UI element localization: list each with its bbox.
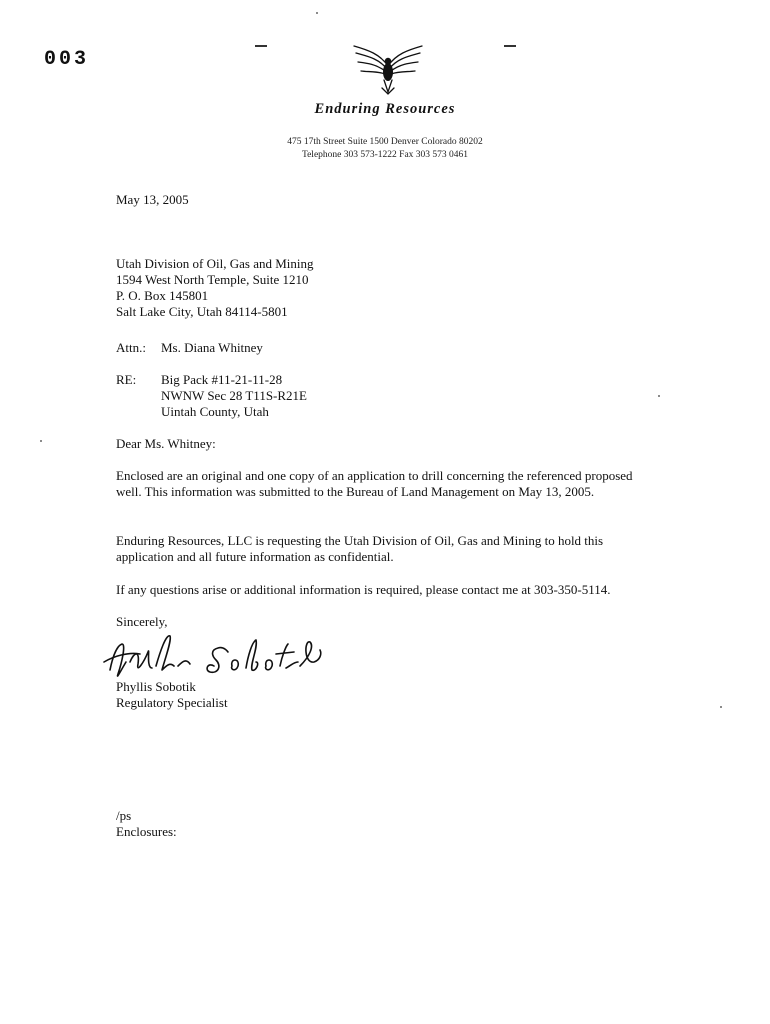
signer-name: Phyllis Sobotik bbox=[116, 679, 196, 694]
salutation: Dear Ms. Whitney: bbox=[116, 436, 216, 451]
attn-label: Attn.: bbox=[116, 340, 146, 355]
re-line: Big Pack #11-21-11-28 bbox=[161, 372, 283, 387]
attn-value: Ms. Diana Whitney bbox=[161, 340, 263, 355]
body-paragraph: If any questions arise or additional information is required, please contact me at 303-350-5114. bbox=[116, 582, 611, 597]
enclosures-label: Enclosures: bbox=[116, 824, 177, 839]
recipient-line: 1594 West North Temple, Suite 1210 bbox=[116, 272, 309, 287]
scan-speck bbox=[720, 706, 722, 708]
letter-date: May 13, 2005 bbox=[116, 192, 189, 207]
recipient-line: Salt Lake City, Utah 84114-5801 bbox=[116, 304, 288, 319]
company-address: 475 17th Street Suite 1500 Denver Colorado 80202 bbox=[287, 137, 483, 147]
body-paragraph: Enduring Resources, LLC is requesting the Utah Division of Oil, Gas and Mining to hold this application and all future information as confidential. bbox=[116, 533, 604, 564]
recipient-line: P. O. Box 145801 bbox=[116, 288, 209, 303]
attention-line bbox=[116, 340, 263, 356]
scan-speck bbox=[316, 12, 318, 14]
scan-speck bbox=[658, 395, 660, 397]
eagle-logo-icon bbox=[350, 44, 426, 96]
signer-title: Regulatory Specialist bbox=[116, 695, 228, 710]
closing: Sincerely, bbox=[116, 614, 168, 629]
body-paragraph: Enclosed are an original and one copy of an application to drill concerning the referenced proposed well. This information was submitted to the Bureau of Land Management on May 13, 2005. bbox=[116, 468, 633, 499]
scan-speck bbox=[40, 440, 42, 442]
company-name: Enduring Resources bbox=[314, 101, 456, 117]
re-label: RE: bbox=[116, 372, 137, 387]
re-line: NWNW Sec 28 T11S-R21E bbox=[161, 388, 307, 403]
company-phone: Telephone 303 573-1222 Fax 303 573 0461 bbox=[301, 150, 469, 160]
re-line: Uintah County, Utah bbox=[161, 404, 269, 419]
recipient-line: Utah Division of Oil, Gas and Mining bbox=[116, 256, 314, 271]
scan-mark bbox=[255, 45, 267, 47]
recipient-address bbox=[116, 256, 314, 320]
subject-block bbox=[116, 372, 307, 419]
page-number: 003 bbox=[44, 48, 90, 71]
re-details bbox=[161, 372, 307, 420]
typist-initials: /ps bbox=[116, 808, 132, 823]
scan-mark bbox=[504, 45, 516, 47]
